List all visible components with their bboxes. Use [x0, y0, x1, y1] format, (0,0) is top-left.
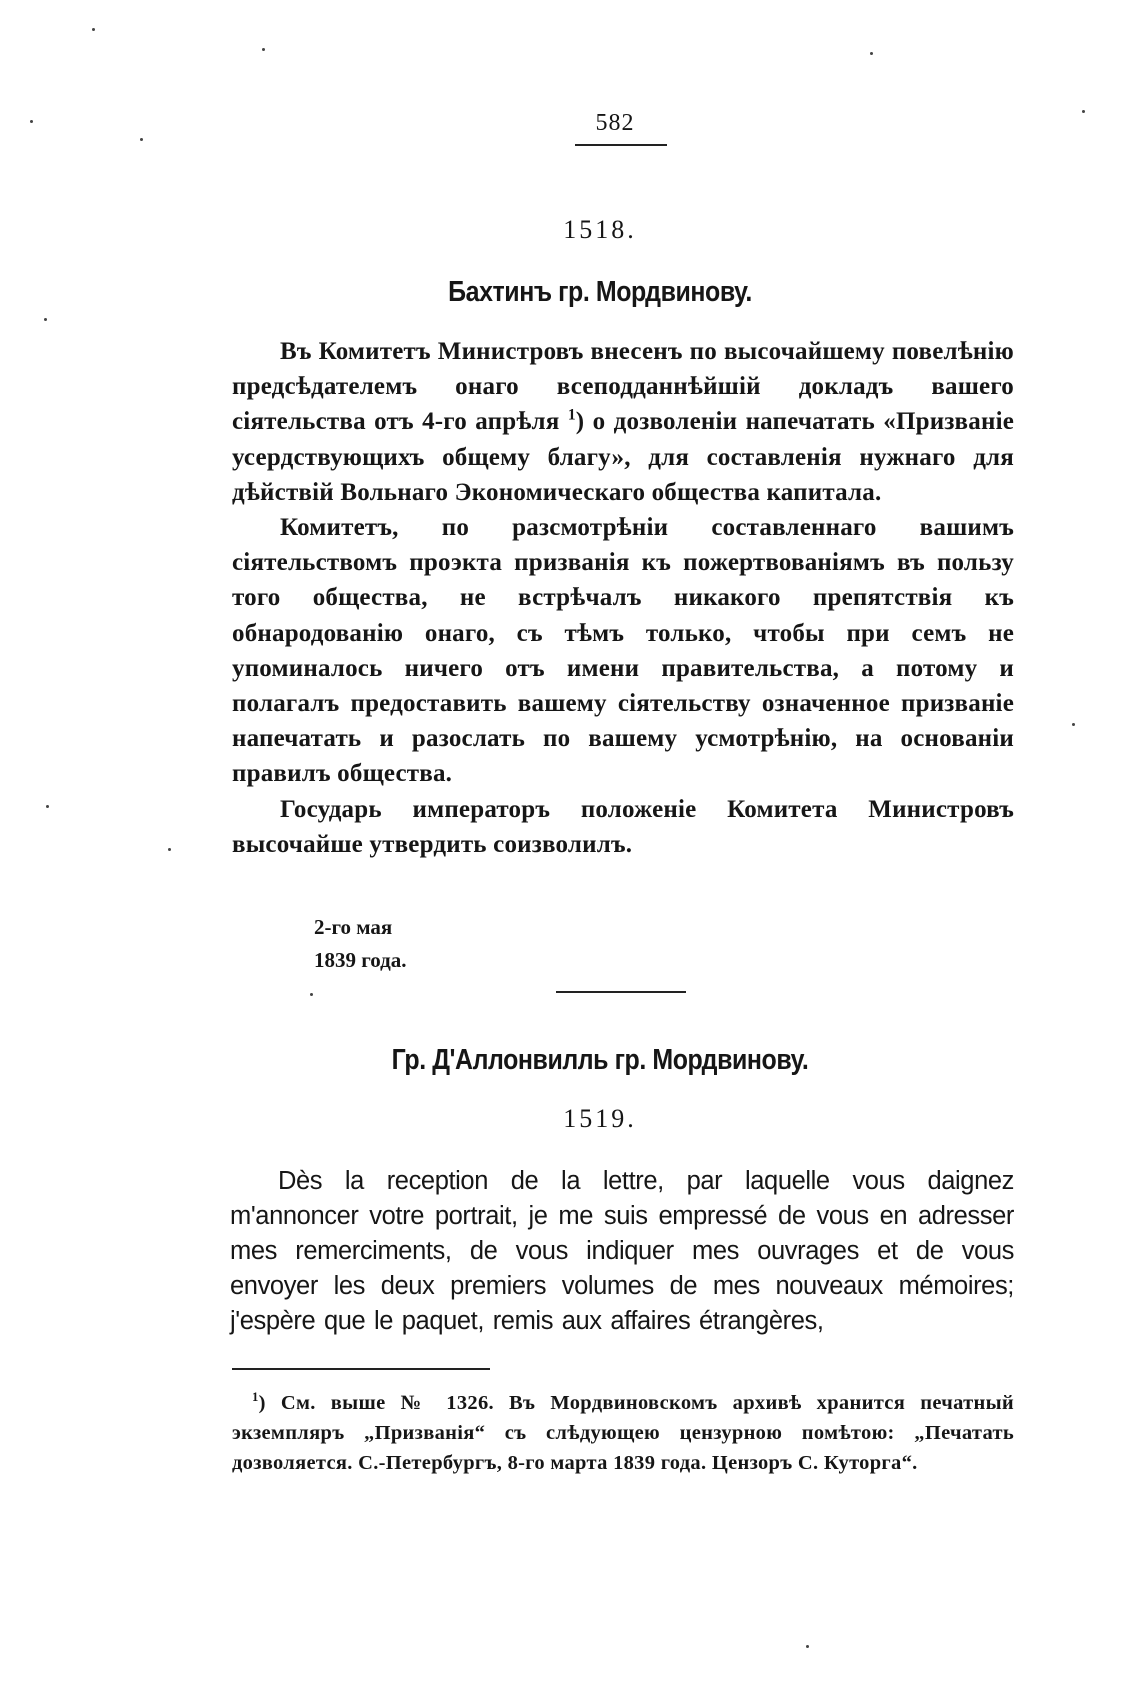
letter-date	[314, 911, 407, 977]
scan-speck	[168, 848, 171, 851]
footnote-rule	[232, 1368, 490, 1370]
document-number-1519: 1519.	[563, 1104, 637, 1133]
section-separator	[556, 991, 686, 993]
letter-body-1518	[232, 334, 1014, 862]
scan-speck	[44, 318, 47, 321]
letter-paragraph-1	[232, 334, 1014, 510]
letter-heading-1519: Гр. Д'Аллонвилль гр. Мордвинову.	[391, 1044, 809, 1076]
letter-heading-1518: Бахтинъ гр. Мордвинову.	[448, 276, 752, 308]
scan-speck	[46, 805, 49, 808]
paragraph-1-part-2: ) о дозволеніи напечатать «Призваніе усердствующихъ общему благу», для составленія нужнаго для дѣйствій Вольнаго Экономическаго общества капитала.	[232, 408, 1015, 506]
scan-speck	[92, 28, 95, 31]
scan-speck	[806, 1645, 809, 1648]
date-line-day: 2-го мая	[314, 915, 393, 939]
letter-body-1519	[230, 1164, 1014, 1339]
footnote-paragraph	[232, 1388, 1014, 1478]
scan-speck	[1082, 110, 1085, 113]
footnote	[232, 1388, 1014, 1478]
letter-paragraph-3: Государь императоръ положеніе Комитета Министровъ высочайше утвердить соизволилъ.	[232, 795, 1014, 858]
scan-speck	[140, 138, 143, 141]
date-line-year: 1839 года.	[314, 948, 407, 972]
french-paragraph-1: Dès la reception de la lettre, par laquelle vous daignez m'annoncer votre portrait, je me suis empressé de vous en adresser mes remerciments, de vous indiquer mes ouvrages et de vous envoyer les deux premiers volumes de mes nouveaux mémoires; j'espère que le paquet, remis aux affaires étrangères,	[230, 1167, 1014, 1335]
scan-speck	[310, 993, 313, 996]
scan-speck	[30, 120, 33, 123]
scan-speck	[262, 48, 265, 51]
footnote-text: ) См. выше № 1326. Въ Мордвиновскомъ архивѣ хранится печатный экземпляръ „Призванія“ съ слѣдующею цензурною помѣтою: „Печатать дозволяется. С.-Петербургъ, 8-го марта 1839 года. Цензоръ С. Куторга“.	[232, 1392, 1014, 1474]
document-number-1518: 1518.	[563, 215, 637, 244]
paragraph-1-part-1: Въ Комитетъ Министровъ внесенъ по высочайшему повелѣнію предсѣдателемъ онаго всеподданнѣйшій докладъ вашего сіятельства отъ 4-го апрѣля	[232, 338, 1014, 436]
page-number: 582	[595, 110, 635, 136]
letter-paragraph-2: Комитетъ, по разсмотрѣніи составленнаго вашимъ сіятельствомъ проэкта призванія къ пожертвованіямъ въ пользу того общества, не встрѣчалъ никакого препятствія къ обнародованію онаго, съ тѣмъ только, чтобы при семъ не упоминалось ничего отъ имени правительства, а потому и полагалъ предоставить вашему сіятельству означенное призваніе напечатать и разослать по вашему усмотрѣнію, на основаніи правилъ общества.	[232, 514, 1014, 788]
scan-speck	[870, 52, 873, 55]
page-number-rule	[575, 144, 667, 146]
footnote-reference: 1	[567, 407, 576, 425]
footnote-marker: 1	[252, 1390, 259, 1405]
scan-speck	[1072, 723, 1075, 726]
